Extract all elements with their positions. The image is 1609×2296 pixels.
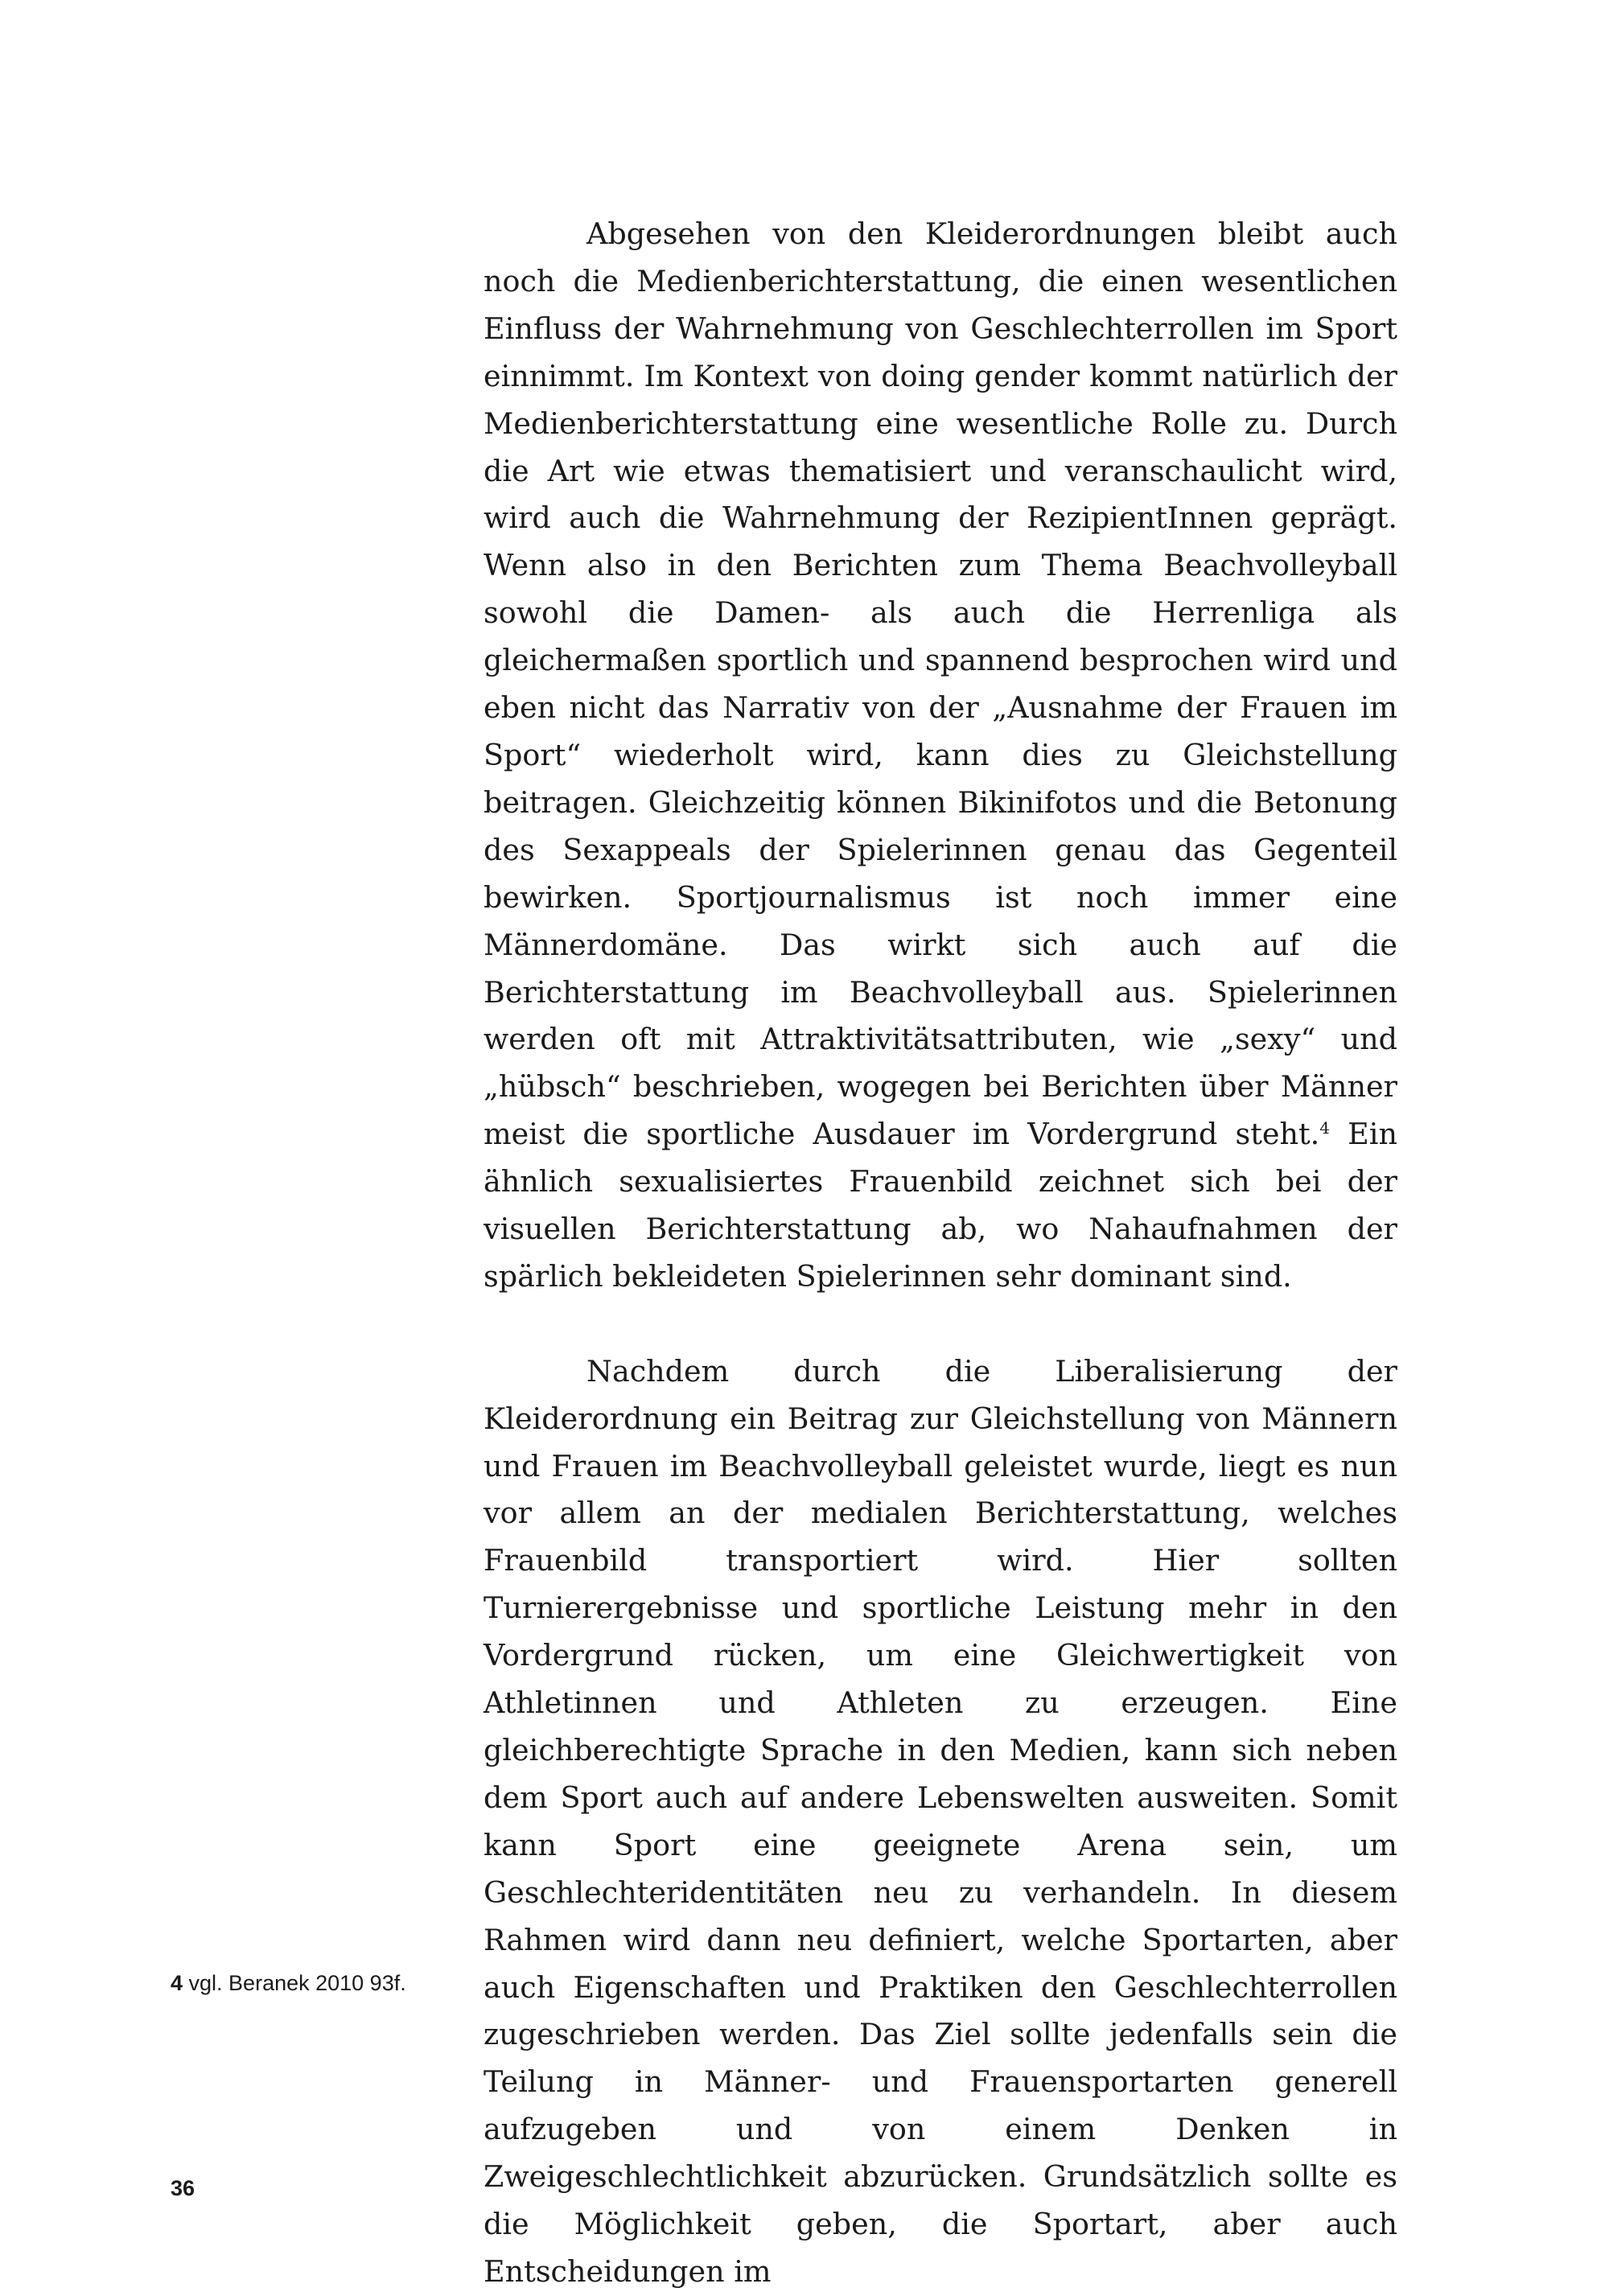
footnote [171,1967,468,1999]
page-number: 36 [171,2176,195,2200]
body-paragraph-1-text-b: Ein ähnlich sexualisiertes Frauenbild zeichnet sich bei der visuellen Berichterstattung ab, wo Nahaufnahmen der spärlich bekleideten Spielerinnen sehr dominant sind. [484,1117,1397,1294]
body-paragraph-1 [484,211,1397,1301]
footnote-number: 4 [171,1971,183,1995]
body-paragraph-1-text-a: Abgesehen von den Kleiderordnungen bleibt auch noch die Medienberichterstattung, die einen wesentlichen Einfluss der Wahrnehmung von Geschlechterrollen im Sport einnimmt. Im Kontext von doing gender kommt natürlich der Medienberichterstattung eine wesentliche Rolle zu. Durch die Art wie etwas thematisiert und veranschaulicht wird, wird auch die Wahrnehmung der RezipientInnen geprägt. Wenn also in den Berichten zum Thema Beachvolleyball sowohl die Damen- als auch die Herrenliga als gleichermaßen sportlich und spannend besprochen wird und eben nicht das Narrativ von der „Ausnahme der Frauen im Sport“ wiederholt wird, kann dies zu Gleichstellung beitragen. Gleichzeitig können Bikinifotos und die Betonung des Sexappeals der Spielerinnen genau das Gegenteil bewirken. Sportjournalismus ist noch immer eine Männerdomäne. Das wirkt sich auch auf die Berichterstattung im Beachvolleyball aus. Spielerinnen werden oft mit Attraktivitätsattributen, wie „sexy“ und „hübsch“ beschrieben, wogegen bei Berichten über Männer meist die sportliche Ausdauer im Vordergrund steht. [484,216,1397,1152]
footnote-reference: 4 [1319,1118,1331,1138]
body-paragraph-2: Nachdem durch die Liberalisierung der Kleiderordnung ein Beitrag zur Gleichstellung von Männern und Frauen im Beachvolleyball geleistet wurde, liegt es nun vor allem an der medialen Berichterstattung, welches Frauenbild transportiert wird. Hier sollten Turnierergebnisse und sportliche Leistung mehr in den Vordergrund rücken, um eine Gleichwertigkeit von Athletinnen und Athleten zu erzeugen. Eine gleichberechtigte Sprache in den Medien, kann sich neben dem Sport auch auf andere Lebenswelten ausweiten. Somit kann Sport eine geeignete Arena sein, um Geschlechteridentitäten neu zu verhandeln. In diesem Rahmen wird dann neu definiert, welche Sportarten, aber auch Eigenschaften und Praktiken den Geschlechterrollen zugeschrieben werden. Das Ziel sollte jedenfalls sein die Teilung in Männer- und Frauensportarten generell aufzugeben und von einem Denken in Zweigeschlechtlichkeit abzurücken. Grundsätzlich sollte es die Möglichkeit geben, die Sportart, aber auch Entscheidungen im [484,1353,1397,2289]
footnote-text: vgl. Beranek 2010 93f. [183,1971,406,1995]
main-text-column [484,211,1397,2296]
